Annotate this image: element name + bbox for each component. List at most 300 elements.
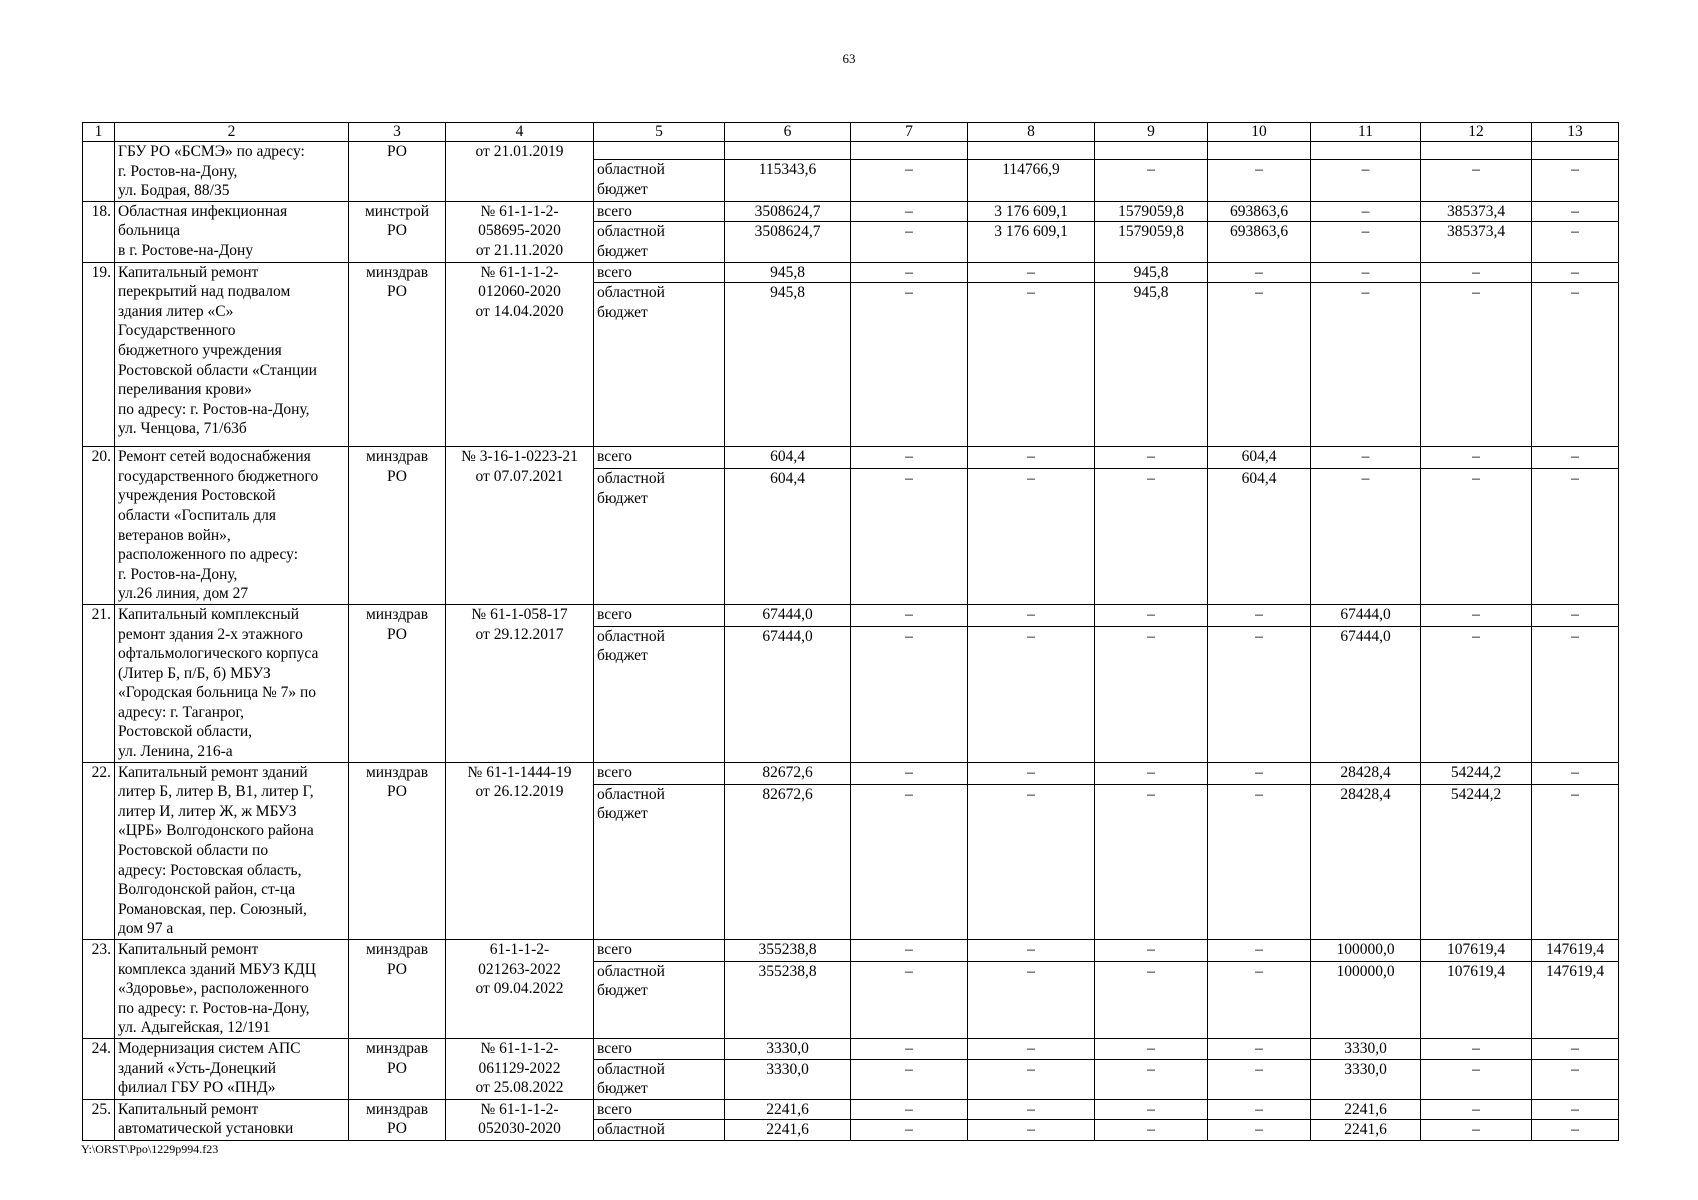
- value-cell: –: [1208, 961, 1311, 1038]
- object-name-line: ветеранов войн»,: [118, 526, 231, 544]
- document-cell: [446, 201, 594, 262]
- page-number: 63: [842, 51, 856, 66]
- value-cell: –: [968, 262, 1095, 283]
- value-cell: –: [1208, 283, 1311, 447]
- value-cell: 1579059,8: [1095, 201, 1208, 222]
- value-cell: 3330,0: [725, 1059, 851, 1099]
- row-number-cell: 19.: [83, 262, 115, 447]
- value-cell: –: [1421, 160, 1532, 201]
- customer-line: минздрав: [365, 448, 429, 466]
- funding-source-cell: [594, 201, 725, 222]
- value-cell: –: [1208, 784, 1311, 939]
- table-row: [83, 940, 1619, 962]
- header-cell: 7: [851, 123, 968, 142]
- object-name-cell: [115, 1099, 349, 1140]
- object-name-line: ул. Бодрая, 88/35: [118, 182, 230, 200]
- header-cell: 11: [1311, 123, 1421, 142]
- object-name-line: (Литер Б, п/Б, б) МБУЗ: [118, 664, 271, 682]
- value-cell: 67444,0: [725, 604, 851, 626]
- funding-source-cell: [594, 222, 725, 262]
- customer-cell: [349, 604, 446, 762]
- value-cell: 82672,6: [725, 784, 851, 939]
- header-cell: 13: [1532, 123, 1619, 142]
- value-cell: –: [1532, 784, 1619, 939]
- value-cell: –: [1421, 1059, 1532, 1099]
- source-line: бюджет: [597, 489, 648, 507]
- value-cell: –: [1208, 626, 1311, 762]
- source-line: областной: [597, 284, 665, 302]
- table-row: [83, 1099, 1619, 1120]
- value-cell: 2241,6: [725, 1099, 851, 1120]
- funding-source-cell: [594, 626, 725, 762]
- document-cell: [446, 1038, 594, 1099]
- header-cell: 12: [1421, 123, 1532, 142]
- value-cell: 2241,6: [725, 1120, 851, 1141]
- object-name-line: переливания крови»: [118, 381, 252, 399]
- value-cell: 1579059,8: [1095, 222, 1208, 262]
- customer-line: минздрав: [365, 1039, 429, 1057]
- source-line: всего: [597, 1039, 632, 1057]
- funding-source-cell: [594, 142, 725, 160]
- document-cell: [446, 762, 594, 939]
- object-name-line: государственного бюджетного: [118, 467, 319, 485]
- object-name-line: по адресу: г. Ростов-на-Дону,: [118, 999, 310, 1017]
- value-cell: –: [968, 283, 1095, 447]
- value-cell: –: [851, 262, 968, 283]
- value-cell: –: [1421, 447, 1532, 469]
- value-cell: –: [851, 1099, 968, 1120]
- source-line: областной: [597, 223, 665, 241]
- source-line: областной: [597, 962, 665, 980]
- value-cell: –: [968, 961, 1095, 1038]
- funding-source-cell: [594, 1038, 725, 1059]
- header-cell: 9: [1095, 123, 1208, 142]
- object-name-line: «Здоровье», расположенного: [118, 980, 309, 998]
- value-cell: –: [1532, 604, 1619, 626]
- header-cell: 1: [83, 123, 115, 142]
- value-cell: 2241,6: [1311, 1120, 1421, 1141]
- value-cell: [1421, 142, 1532, 160]
- row-number-cell: 24.: [83, 1038, 115, 1099]
- header-row: [83, 123, 1619, 142]
- value-cell: 3330,0: [1311, 1059, 1421, 1099]
- document-cell: [446, 142, 594, 202]
- value-cell: 100000,0: [1311, 961, 1421, 1038]
- value-cell: 604,4: [1208, 469, 1311, 605]
- value-cell: [1532, 142, 1619, 160]
- value-cell: –: [1095, 762, 1208, 784]
- customer-line: минздрав: [365, 605, 429, 623]
- customer-line: минздрав: [365, 763, 429, 781]
- customer-line: РО: [386, 783, 407, 801]
- value-cell: –: [851, 762, 968, 784]
- header-cell: 6: [725, 123, 851, 142]
- funding-source-cell: [594, 1059, 725, 1099]
- object-name-line: ул. Ленина, 216-а: [118, 743, 233, 761]
- customer-line: РО: [386, 283, 407, 301]
- value-cell: –: [1421, 469, 1532, 605]
- object-name-line: здания литер «С»: [118, 302, 234, 320]
- table-row: [83, 201, 1619, 222]
- object-name-line: дом 97 а: [118, 920, 174, 938]
- value-cell: –: [1311, 160, 1421, 201]
- object-name-line: учреждения Ростовской: [118, 487, 276, 505]
- value-cell: –: [968, 1059, 1095, 1099]
- value-cell: 604,4: [1208, 447, 1311, 469]
- object-name-line: адресу: Ростовская область,: [118, 861, 302, 879]
- value-cell: –: [1311, 469, 1421, 605]
- value-cell: 54244,2: [1421, 784, 1532, 939]
- value-cell: –: [1532, 201, 1619, 222]
- value-cell: –: [1532, 1059, 1619, 1099]
- object-name-line: литер И, литер Ж, ж МБУЗ: [118, 802, 297, 820]
- value-cell: 115343,6: [725, 160, 851, 201]
- value-cell: –: [1208, 1038, 1311, 1059]
- customer-line: РО: [386, 1120, 407, 1138]
- header-cell: 3: [349, 123, 446, 142]
- value-cell: –: [851, 626, 968, 762]
- customer-line: минстрой: [364, 202, 430, 220]
- value-cell: 3330,0: [1311, 1038, 1421, 1059]
- source-line: областной: [597, 1121, 665, 1139]
- value-cell: –: [851, 283, 968, 447]
- source-line: всего: [597, 448, 632, 466]
- value-cell: –: [1208, 1099, 1311, 1120]
- value-cell: 385373,4: [1421, 222, 1532, 262]
- table-body: [83, 123, 1619, 1141]
- customer-line: минздрав: [365, 263, 429, 281]
- value-cell: –: [1532, 1120, 1619, 1141]
- value-cell: –: [968, 604, 1095, 626]
- document-cell: [446, 447, 594, 605]
- object-name-line: адресу: г. Таганрог,: [118, 703, 245, 721]
- value-cell: –: [1095, 626, 1208, 762]
- object-name-line: Капитальный ремонт зданий: [118, 763, 308, 781]
- source-line: областной: [597, 627, 665, 645]
- value-cell: 28428,4: [1311, 784, 1421, 939]
- value-cell: –: [851, 469, 968, 605]
- document-line: № 61-1-1444-19: [467, 763, 572, 781]
- header-cell: 2: [115, 123, 349, 142]
- object-name-cell: [115, 762, 349, 939]
- source-line: областной: [597, 1060, 665, 1078]
- budget-table: [82, 122, 1619, 1141]
- value-cell: –: [968, 626, 1095, 762]
- value-cell: –: [1095, 604, 1208, 626]
- object-name-cell: [115, 940, 349, 1039]
- object-name-line: зданий «Усть-Донецкий: [118, 1059, 277, 1077]
- funding-source-cell: [594, 784, 725, 939]
- value-cell: 945,8: [725, 262, 851, 283]
- funding-source-cell: [594, 1099, 725, 1120]
- value-cell: –: [968, 762, 1095, 784]
- value-cell: –: [1532, 222, 1619, 262]
- row-number-cell: [83, 142, 115, 202]
- customer-cell: [349, 1099, 446, 1140]
- table-row: [83, 262, 1619, 283]
- value-cell: –: [968, 940, 1095, 962]
- object-name-cell: [115, 604, 349, 762]
- row-number-cell: 21.: [83, 604, 115, 762]
- table-row: [83, 762, 1619, 784]
- object-name-line: ул. Ченцова, 71/63б: [118, 420, 247, 438]
- row-number-cell: 22.: [83, 762, 115, 939]
- object-name-line: ул.26 линия, дом 27: [118, 585, 249, 603]
- value-cell: 147619,4: [1532, 940, 1619, 962]
- value-cell: –: [968, 469, 1095, 605]
- value-cell: –: [1095, 784, 1208, 939]
- value-cell: –: [1532, 626, 1619, 762]
- value-cell: –: [851, 1120, 968, 1141]
- value-cell: –: [851, 447, 968, 469]
- object-name-cell: [115, 142, 349, 202]
- value-cell: –: [968, 784, 1095, 939]
- value-cell: 693863,6: [1208, 201, 1311, 222]
- object-name-line: ул. Адыгейская, 12/191: [118, 1019, 271, 1037]
- value-cell: –: [968, 447, 1095, 469]
- source-line: всего: [597, 202, 632, 220]
- row-number-cell: 25.: [83, 1099, 115, 1140]
- value-cell: 3508624,7: [725, 222, 851, 262]
- value-cell: –: [1421, 604, 1532, 626]
- customer-cell: [349, 940, 446, 1039]
- value-cell: 67444,0: [1311, 626, 1421, 762]
- value-cell: –: [1421, 262, 1532, 283]
- object-name-line: г. Ростов-на-Дону,: [118, 162, 238, 180]
- document-line: № 61-1-1-2-: [480, 1100, 559, 1118]
- document-line: 052030-2020: [478, 1120, 561, 1138]
- value-cell: [1095, 142, 1208, 160]
- value-cell: –: [1311, 222, 1421, 262]
- source-line: областной: [597, 161, 665, 179]
- document-line: № 61-1-058-17: [471, 605, 568, 623]
- value-cell: –: [1532, 160, 1619, 201]
- object-name-line: расположенного по адресу:: [118, 546, 298, 564]
- object-name-line: Капитальный комплексный: [118, 605, 300, 623]
- value-cell: –: [1095, 160, 1208, 201]
- header-cell: 10: [1208, 123, 1311, 142]
- table-row: [83, 142, 1619, 160]
- value-cell: –: [1208, 160, 1311, 201]
- value-cell: 604,4: [725, 469, 851, 605]
- value-cell: –: [1208, 1059, 1311, 1099]
- document-line: 058695-2020: [478, 222, 561, 240]
- value-cell: 107619,4: [1421, 940, 1532, 962]
- object-name-cell: [115, 1038, 349, 1099]
- funding-source-cell: [594, 447, 725, 469]
- object-name-line: офтальмологического корпуса: [118, 645, 319, 663]
- funding-source-cell: [594, 961, 725, 1038]
- value-cell: 67444,0: [725, 626, 851, 762]
- customer-line: РО: [386, 467, 407, 485]
- object-name-line: Государственного: [118, 322, 236, 340]
- value-cell: 28428,4: [1311, 762, 1421, 784]
- customer-cell: [349, 201, 446, 262]
- object-name-line: ремонт здания 2-х этажного: [118, 625, 303, 643]
- value-cell: –: [851, 604, 968, 626]
- document-line: от 25.08.2022: [475, 1079, 564, 1097]
- source-line: бюджет: [597, 805, 648, 823]
- object-name-line: «Городская больница № 7» по: [118, 684, 317, 702]
- source-line: всего: [597, 941, 632, 958]
- value-cell: 100000,0: [1311, 940, 1421, 962]
- value-cell: 604,4: [725, 447, 851, 469]
- object-name-line: Ремонт сетей водоснабжения: [118, 448, 311, 466]
- value-cell: 385373,4: [1421, 201, 1532, 222]
- object-name-line: «ЦРБ» Волгодонского района: [118, 822, 314, 840]
- object-name-line: Модернизация систем АПС: [118, 1039, 301, 1057]
- object-name-line: бюджетного учреждения: [118, 341, 282, 359]
- source-line: всего: [597, 763, 632, 781]
- value-cell: –: [1095, 961, 1208, 1038]
- customer-cell: [349, 447, 446, 605]
- value-cell: –: [1095, 469, 1208, 605]
- source-line: бюджет: [597, 303, 648, 321]
- funding-source-cell: [594, 940, 725, 962]
- funding-source-cell: [594, 160, 725, 201]
- document-line: 012060-2020: [478, 283, 561, 301]
- object-name-cell: [115, 447, 349, 605]
- source-line: бюджет: [597, 647, 648, 665]
- object-name-line: филиал ГБУ РО «ПНД»: [118, 1079, 276, 1097]
- object-name-line: Ростовской области,: [118, 723, 253, 741]
- row-number-cell: 20.: [83, 447, 115, 605]
- value-cell: 945,8: [725, 283, 851, 447]
- source-line: областной: [597, 470, 665, 488]
- document-line: № 61-1-1-2-: [480, 202, 559, 220]
- funding-source-cell: [594, 604, 725, 626]
- value-cell: –: [1208, 762, 1311, 784]
- customer-cell: [349, 262, 446, 447]
- object-name-line: г. Ростов-на-Дону,: [118, 565, 238, 583]
- table-row: [83, 604, 1619, 626]
- customer-line: РО: [386, 222, 407, 240]
- customer-line: минздрав: [365, 1100, 429, 1118]
- funding-source-cell: [594, 1120, 725, 1141]
- value-cell: 67444,0: [1311, 604, 1421, 626]
- value-cell: –: [1421, 1120, 1532, 1141]
- value-cell: –: [1208, 1120, 1311, 1141]
- value-cell: 355238,8: [725, 961, 851, 1038]
- object-name-line: Ростовской области «Станции: [118, 361, 317, 379]
- document-cell: [446, 1099, 594, 1140]
- value-cell: –: [1532, 1038, 1619, 1059]
- document-line: от 07.07.2021: [475, 467, 564, 485]
- value-cell: 54244,2: [1421, 762, 1532, 784]
- value-cell: –: [1208, 604, 1311, 626]
- value-cell: –: [1421, 1099, 1532, 1120]
- value-cell: 107619,4: [1421, 961, 1532, 1038]
- value-cell: 3330,0: [725, 1038, 851, 1059]
- value-cell: –: [1095, 1120, 1208, 1141]
- value-cell: –: [1532, 262, 1619, 283]
- header-cell: 4: [446, 123, 594, 142]
- value-cell: –: [851, 940, 968, 962]
- object-name-line: комплекса зданий МБУЗ КДЦ: [118, 960, 316, 978]
- value-cell: –: [851, 961, 968, 1038]
- value-cell: 3508624,7: [725, 201, 851, 222]
- document-cell: [446, 940, 594, 1039]
- object-name-line: Волгодонской район, ст-ца: [118, 881, 296, 899]
- value-cell: [851, 142, 968, 160]
- customer-line: РО: [386, 625, 407, 643]
- source-line: бюджет: [597, 982, 648, 1000]
- value-cell: –: [1311, 201, 1421, 222]
- source-line: всего: [597, 605, 632, 623]
- table-row: [83, 1038, 1619, 1059]
- customer-cell: [349, 762, 446, 939]
- object-name-line: ГБУ РО «БСМЭ» по адресу:: [118, 143, 305, 160]
- value-cell: –: [968, 1038, 1095, 1059]
- object-name-line: больница: [118, 222, 180, 240]
- value-cell: –: [1095, 940, 1208, 962]
- value-cell: –: [1095, 1038, 1208, 1059]
- value-cell: 147619,4: [1532, 961, 1619, 1038]
- value-cell: –: [1421, 626, 1532, 762]
- document-cell: [446, 262, 594, 447]
- value-cell: –: [1532, 447, 1619, 469]
- value-cell: –: [851, 222, 968, 262]
- value-cell: [968, 142, 1095, 160]
- object-name-line: литер Б, литер В, В1, литер Г,: [118, 783, 314, 801]
- customer-cell: [349, 142, 446, 202]
- object-name-cell: [115, 262, 349, 447]
- object-name-line: автоматической установки: [118, 1120, 294, 1138]
- object-name-cell: [115, 201, 349, 262]
- object-name-line: перекрытий над подвалом: [118, 283, 291, 301]
- table-row: [83, 447, 1619, 469]
- source-line: всего: [597, 1100, 632, 1118]
- value-cell: 82672,6: [725, 762, 851, 784]
- source-line: бюджет: [597, 181, 648, 199]
- value-cell: –: [1095, 1099, 1208, 1120]
- document-cell: [446, 604, 594, 762]
- value-cell: –: [851, 1059, 968, 1099]
- header-cell: 8: [968, 123, 1095, 142]
- customer-line: минздрав: [365, 941, 429, 958]
- value-cell: 2241,6: [1311, 1099, 1421, 1120]
- object-name-line: Капитальный ремонт: [118, 1100, 259, 1118]
- value-cell: –: [1532, 762, 1619, 784]
- document-line: от 29.12.2017: [475, 625, 564, 643]
- funding-source-cell: [594, 262, 725, 283]
- value-cell: 3 176 609,1: [968, 222, 1095, 262]
- customer-line: РО: [386, 960, 407, 978]
- value-cell: –: [1095, 447, 1208, 469]
- funding-source-cell: [594, 283, 725, 447]
- document-line: от 09.04.2022: [475, 980, 564, 998]
- value-cell: 114766,9: [968, 160, 1095, 201]
- document-line: № 61-1-1-2-: [480, 1039, 559, 1057]
- source-line: всего: [597, 263, 632, 281]
- value-cell: –: [1095, 1059, 1208, 1099]
- value-cell: –: [1311, 262, 1421, 283]
- object-name-line: Ростовской области по: [118, 842, 269, 860]
- object-name-line: Капитальный ремонт: [118, 263, 259, 281]
- document-line: № 61-1-1-2-: [480, 263, 559, 281]
- value-cell: –: [1311, 283, 1421, 447]
- document-line: от 14.04.2020: [475, 302, 564, 320]
- value-cell: –: [1208, 940, 1311, 962]
- value-cell: –: [851, 784, 968, 939]
- document-line: от 21.01.2019: [475, 143, 564, 160]
- document-line: от 26.12.2019: [475, 783, 564, 801]
- source-line: бюджет: [597, 242, 648, 260]
- value-cell: –: [851, 1038, 968, 1059]
- value-cell: –: [1208, 262, 1311, 283]
- document-line: 61-1-1-2-: [489, 941, 550, 958]
- document-line: № 3-16-1-0223-21: [461, 448, 578, 466]
